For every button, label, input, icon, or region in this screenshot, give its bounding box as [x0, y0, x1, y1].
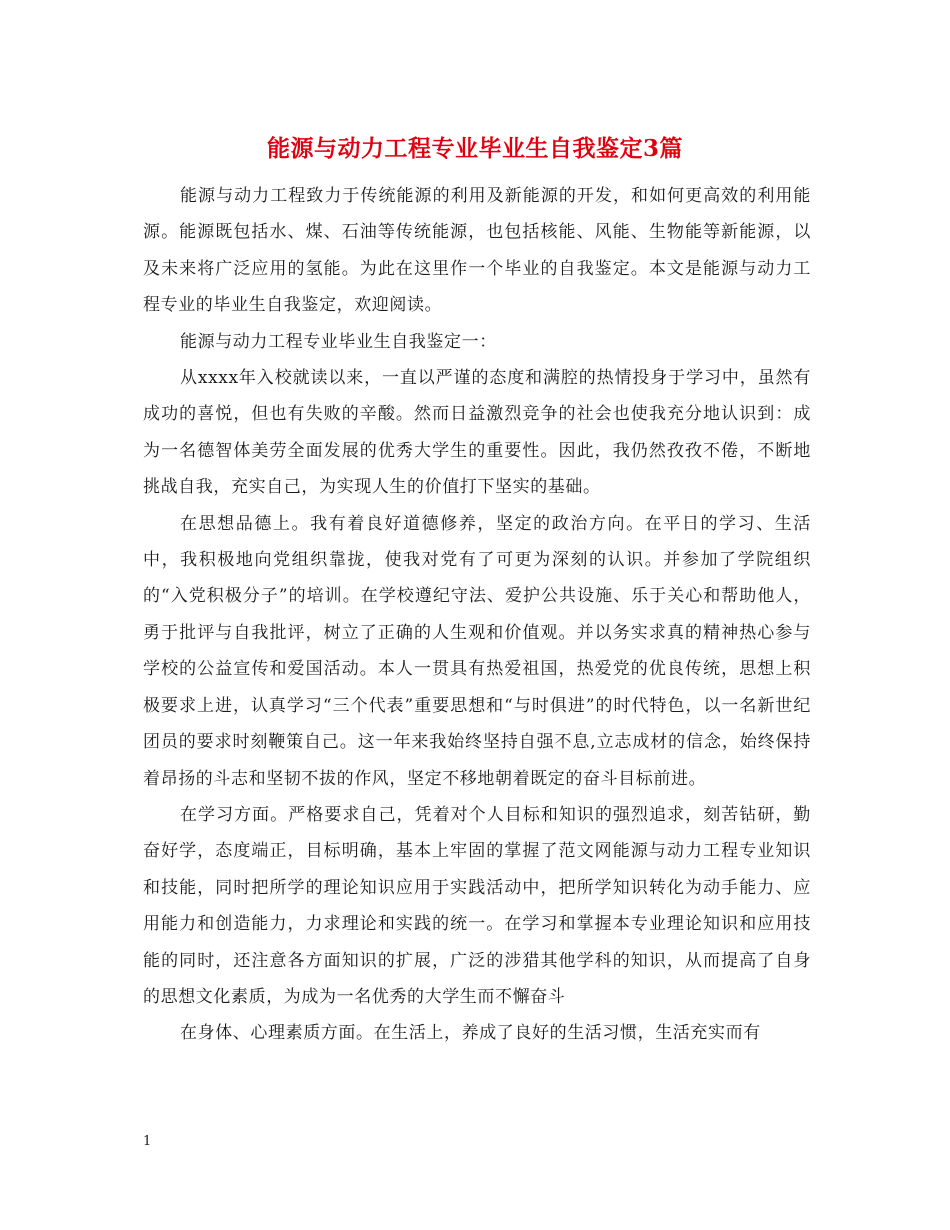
- paragraph-overview: 从xxxx年入校就读以来，一直以严谨的态度和满腔的热情投身于学习中，虽然有成功的喜悦，但也有失败的辛酸。然而日益激烈竞争的社会也使我充分地认识到：成为一名德智体美劳全面发展的优秀大学生的重要性。因此，我仍然孜孜不倦，不断地挑战自我，充实自己，为实现人生的价值打下坚实的基础。: [143, 368, 811, 498]
- paragraph-study: 在学习方面。严格要求自己，凭着对个人目标和知识的强烈追求，刻苦钻研，勤奋好学，态度端正，目标明确，基本上牢固的掌握了范文网能源与动力工程专业知识和技能，同时把所学的理论知识应用于实践活动中，把所学知识转化为动手能力、应用能力和创造能力，力求理论和实践的统一。在学习和掌握本专业理论知识和应用技能的同时，还注意各方面知识的扩展，广泛的涉猎其他学科的知识，从而提高了自身的思想文化素质，为成为一名优秀的大学生而不懈奋斗: [143, 804, 811, 1007]
- paragraph-physical: 在身体、心理素质方面。在生活上，养成了良好的生活习惯，生活充实而有: [180, 1023, 761, 1044]
- document-title: 能源与动力工程专业毕业生自我鉴定3篇: [266, 135, 683, 162]
- document-body: [143, 178, 811, 1052]
- paragraph-ideology: 在思想品德上。我有着良好道德修养，坚定的政治方向。在平日的学习、生活中，我积极地向党组织靠拢，使我对党有了可更为深刻的认识。并参加了学院组织的“入党积极分子”的培训。在学校遵纪守法、爱护公共设施、乐于关心和帮助他人，勇于批评与自我批评，树立了正确的人生观和价值观。并以务实求真的精神热心参与学校的公益宣传和爱国活动。本人一贯具有热爱祖国，热爱党的优良传统，思想上积极要求上进，认真学习“三个代表”重要思想和“与时俱进”的时代特色，以一名新世纪团员的要求时刻鞭策自己。这一年来我始终坚持自强不息,立志成材的信念，始终保持着昂扬的斗志和坚韧不拔的作风，坚定不移地朝着既定的奋斗目标前进。: [143, 513, 811, 789]
- paragraph-intro: 能源与动力工程致力于传统能源的利用及新能源的开发，和如何更高效的利用能源。能源既包括水、煤、石油等传统能源，也包括核能、风能、生物能等新能源，以及未来将广泛应用的氢能。为此在这里作一个毕业的自我鉴定。本文是能源与动力工程专业的毕业生自我鉴定，欢迎阅读。: [143, 186, 811, 316]
- page-number: 1: [143, 1134, 152, 1149]
- paragraph-section-heading: 能源与动力工程专业毕业生自我鉴定一：: [180, 331, 497, 352]
